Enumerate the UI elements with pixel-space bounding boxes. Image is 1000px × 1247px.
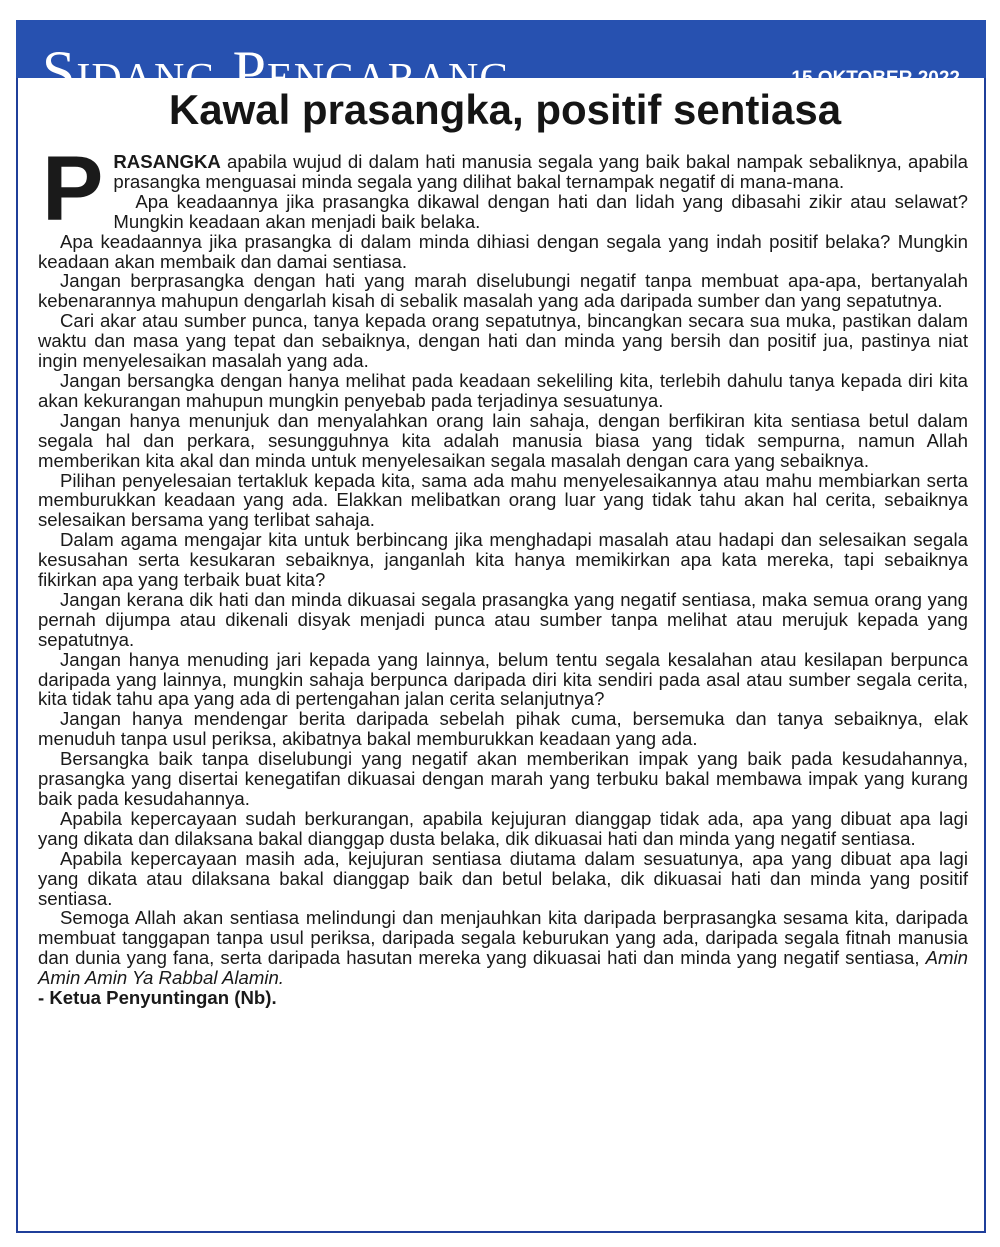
lead-word: RASANGKA	[113, 151, 221, 172]
article-headline: Kawal prasangka, positif sentiasa	[168, 86, 842, 133]
article-paragraph: Jangan hanya mendengar berita daripada sebelah pihak cuma, bersemuka dan tanya sebaiknya, elak menuduh tanpa usul periksa, akibatnya bakal memburukkan keadaan yang ada.	[38, 708, 968, 750]
article-paragraph: Dalam agama mengajar kita untuk berbincang jika menghadapi masalah atau hadapi dan selesaikan segala kesusahan serta kesukaran sebaiknya, janganlah kita hanya memikirkan apa kata mereka, tapi sebaiknya fikirkan apa yang terbaik buat kita?	[38, 529, 968, 591]
masthead-bar	[16, 20, 986, 105]
article-paragraph: Pilihan penyelesaian tertakluk kepada kita, sama ada mahu menyelesaikannya atau mahu membiarkan serta memburukkan keadaan yang ada. Elakkan melibatkan orang luar yang tidak tahu akan hal cerita, sebaiknya selesaikan bersama yang terlibat sahaja.	[38, 469, 968, 531]
article-paragraph: Jangan berprasangka dengan hati yang marah diselubungi negatif tanpa membuat apa-apa, bertanyalah kebenarannya mahupun dengarlah kisah di sebalik masalah yang ada daripada sumber dan yang sepatutnya.	[38, 270, 968, 312]
closing-text: Semoga Allah akan sentiasa melindungi dan menjauhkan kita daripada berprasangka sesama kita, daripada membuat tanggapan tanpa usul periksa, daripada segala keburukan yang ada, daripada segala fitnah manusia dan dunia yang fana, serta daripada hasutan mereka yang dikuasai hati dan minda yang negatif sentiasa,	[38, 907, 968, 969]
article-paragraph: Jangan bersangka dengan hanya melihat pada keadaan sekeliling kita, terlebih dahulu tanya kepada diri kita akan kekurangan mahupun mungkin penyebab pada terjadinya sesuatunya.	[38, 369, 968, 411]
article-paragraph: Apa keadaannya jika prasangka di dalam minda dihiasi dengan segala yang indah positif belaka? Mungkin keadaan akan membaik dan damai sentiasa.	[38, 230, 968, 272]
article-paragraph: Jangan kerana dik hati dan minda dikuasai segala prasangka yang negatif sentiasa, maka semua orang yang pernah dijumpa atau dikenali disyak menjadi punca atau sumber tanpa melihat atau merujuk kepada yang sepatutnya.	[38, 588, 968, 650]
article-body	[38, 138, 968, 1009]
article-paragraph: Jangan hanya menunjuk dan menyalahkan orang lain sahaja, dengan berfikiran kita sentiasa betul dalam segala hal dan perkara, sesungguhnya kita adalah manusia biasa yang tidak sempurna, namun Allah memberikan kita akal dan minda untuk menyelesaikan segala masalah dengan cara yang sebaiknya.	[38, 409, 968, 471]
article-paragraph: Apabila kepercayaan sudah berkurangan, apabila kejujuran dianggap tidak ada, apa yang dibuat apa lagi yang dikata dan dilaksana bakal dianggap dusta belaka, dik dikuasai hati dan minda yang negatif sentiasa.	[38, 807, 968, 849]
article-paragraph	[38, 908, 968, 988]
closing-prayer: Amin Amin Amin Ya Rabbal Alamin.	[38, 947, 968, 989]
drop-cap: P	[42, 138, 104, 240]
article-paragraph: Apabila kepercayaan masih ada, kejujuran sentiasa diutama dalam sesuatunya, apa yang dibuat apa lagi yang dikata atau dilaksana bakal dianggap baik dan betul belaka, dik dikuasai hati dan minda yang positif sentiasa.	[38, 847, 968, 909]
masthead-title: Sidang Pengarang	[42, 39, 511, 105]
article-paragraph: Jangan hanya menuding jari kepada yang lainnya, belum tentu segala kesalahan atau kesilapan berpunca daripada yang lainnya, mungkin sahaja berpunca daripada diri kita sendiri pada asal atau sumber segala cerita, kita tidak tahu apa yang ada di pertengahan jalan cerita selanjutnya?	[38, 648, 968, 710]
publication-date: 15 OKTOBER 2022	[791, 68, 960, 89]
author-signature: - Ketua Penyuntingan (Nb).	[38, 987, 277, 1009]
article-paragraph: Bersangka baik tanpa diselubungi yang negatif akan memberikan impak yang baik pada kesudahannya, prasangka yang disertai kenegatifan dikuasai dengan marah yang terbuku bakal membawa impak yang kurang baik pada kesudahannya.	[38, 748, 968, 809]
paragraph-text: apabila wujud di dalam hati manusia segala yang baik bakal nampak sebaliknya, apabila prasangka menguasai minda segala yang dilihat bakal ternampak negatif di mana-mana.	[113, 151, 968, 192]
article-paragraph: Apa keadaannya jika prasangka dikawal dengan hati dan lidah yang dibasahi zikir atau selawat? Mungkin keadaan akan menjadi baik belaka.	[113, 190, 968, 232]
article-paragraph: Cari akar atau sumber punca, tanya kepada orang sepatutnya, bincangkan secara sua muka, pastikan dalam waktu dan masa yang tepat dan sebaiknya, dengan hati dan minda yang bersih dan positif jua, pastinya niat ingin menyelesaikan masalah yang ada.	[38, 310, 968, 372]
